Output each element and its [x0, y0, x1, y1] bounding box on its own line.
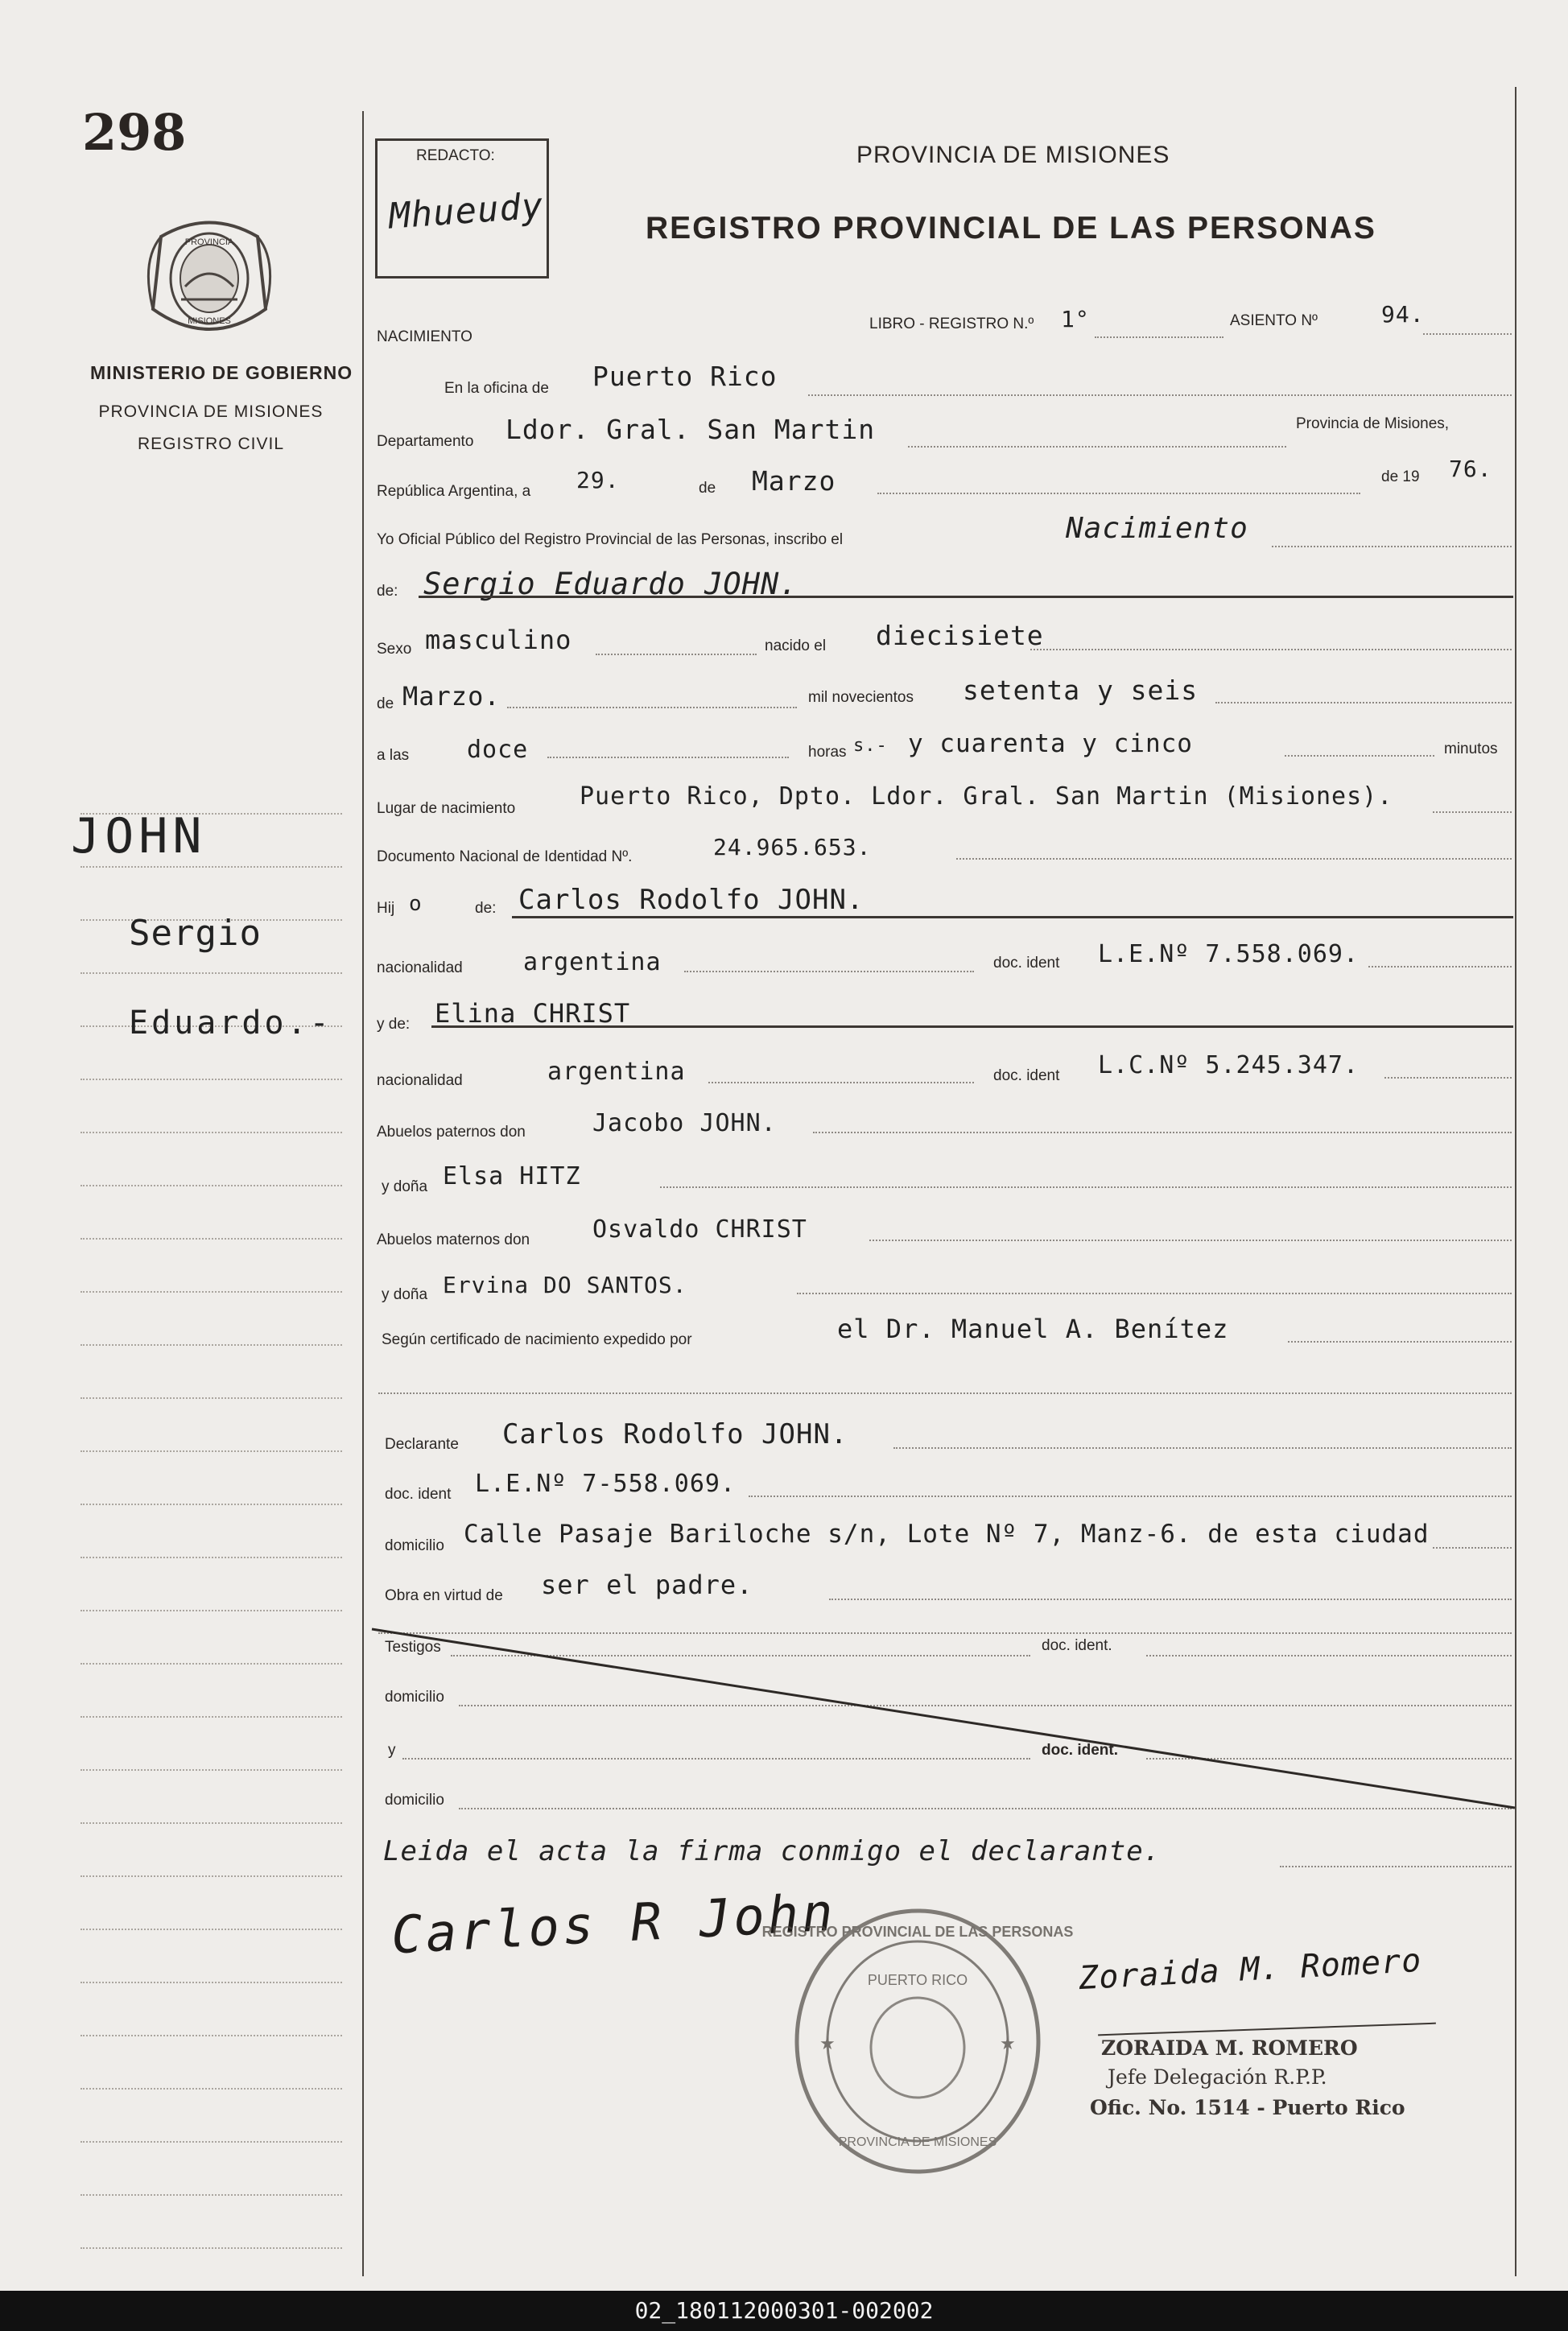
de-ano-label: de 19	[1381, 468, 1420, 485]
mil-value: setenta y seis	[963, 675, 1199, 706]
sexo-label: Sexo	[377, 641, 412, 658]
redacto-label: REDACTO:	[416, 147, 495, 164]
lugar-value: Puerto Rico, Dpto. Ldor. Gral. San Martin (Misiones).	[580, 782, 1393, 811]
testigos-domicilio2-label: domicilio	[385, 1792, 444, 1809]
left-registry: REGISTRO CIVIL	[137, 435, 285, 453]
ab-mat-value: Osvaldo CHRIST	[592, 1215, 807, 1244]
stamp-ring-text: REGISTRO PROVINCIAL DE LAS PERSONAS	[761, 1924, 1074, 1940]
ab-pat-value: Jacobo JOHN.	[592, 1109, 777, 1137]
redacto-signature: Mhueudy	[387, 185, 545, 237]
padre-value: Carlos Rodolfo JOHN.	[518, 884, 864, 916]
domicilio-value: Calle Pasaje Bariloche s/n, Lote Nº 7, Manz-6. de esta ciudad	[464, 1520, 1430, 1549]
emblem-text-top: PROVINCIA	[184, 237, 234, 247]
margin-rule	[80, 1450, 342, 1452]
asiento-value: 94.	[1381, 301, 1425, 328]
stamp-bottom-text: PROVINCIA DE MISIONES	[838, 2135, 997, 2149]
hijo-de-label: de:	[475, 900, 497, 917]
nacimiento-label: NACIMIENTO	[377, 328, 472, 345]
ano-value: 76.	[1449, 456, 1492, 482]
hijo-suffix: o	[409, 892, 423, 916]
sexo-value: masculino	[425, 625, 572, 655]
de-label-name: de:	[377, 583, 398, 600]
madre-nac-label: nacionalidad	[377, 1072, 463, 1089]
header-province: PROVINCIA DE MISIONES	[856, 142, 1170, 168]
nacido-mes-value: Marzo.	[402, 681, 501, 712]
horas-value: doce	[467, 736, 529, 764]
declarante-value: Carlos Rodolfo JOHN.	[502, 1418, 848, 1450]
official-title: Jefe Delegación R.P.P.	[1108, 2065, 1327, 2089]
ab-mat-dona-label: y doña	[382, 1286, 428, 1303]
certificado-label: Según certificado de nacimiento expedido por	[382, 1331, 692, 1348]
margin-rule	[80, 2035, 342, 2036]
margin-first-name: Sergio	[129, 913, 262, 954]
ab-pat-label: Abuelos paternos don	[377, 1124, 526, 1141]
mil-label: mil novecientos	[808, 689, 914, 706]
testigos-domicilio-label: domicilio	[385, 1689, 444, 1706]
de-label: de	[699, 480, 716, 497]
folio-number: 298	[82, 103, 187, 162]
margin-rule	[80, 1079, 342, 1080]
declarante-label: Declarante	[385, 1436, 459, 1453]
left-province: PROVINCIA DE MISIONES	[98, 402, 324, 421]
official-signature: Zoraida M. Romero	[1078, 1941, 1423, 1998]
hijo-label: Hij	[377, 900, 395, 917]
header-title: REGISTRO PROVINCIAL DE LAS PERSONAS	[646, 211, 1376, 245]
margin-rule	[80, 1982, 342, 1983]
ab-mat-dona-value: Ervina DO SANTOS.	[443, 1272, 687, 1298]
obra-value: ser el padre.	[541, 1570, 753, 1600]
inscribo-value: Nacimiento	[1066, 512, 1248, 545]
margin-rule	[80, 866, 342, 868]
nacido-label: nacido el	[765, 637, 827, 654]
obra-label: Obra en virtud de	[385, 1587, 503, 1604]
ministry-name: MINISTERIO DE GOBIERNO	[90, 362, 353, 383]
official-name: ZORAIDA M. ROMERO	[1101, 2036, 1358, 2060]
nacido-value: diecisiete	[876, 620, 1044, 651]
testigos-doc-label: doc. ident.	[1042, 1637, 1112, 1654]
madre-doc-value: L.C.Nº 5.245.347.	[1098, 1051, 1360, 1079]
margin-rule	[80, 1822, 342, 1824]
margin-rule	[80, 1663, 342, 1665]
oficial-label: Yo Oficial Público del Registro Provincial de las Personas, inscribo el	[377, 531, 844, 548]
madre-value: Elina CHRIST	[435, 998, 631, 1029]
stamp-star-right: ★	[1000, 2033, 1016, 2053]
minutos-value: y cuarenta y cinco	[908, 729, 1193, 758]
margin-rule	[80, 2247, 342, 2249]
certificado-value: el Dr. Manuel A. Benítez	[837, 1314, 1229, 1344]
margin-surname: JOHN	[71, 808, 207, 864]
declarante-signature: Carlos R John	[390, 1883, 838, 1966]
padre-nac-value: argentina	[523, 948, 662, 976]
oficina-value: Puerto Rico	[592, 361, 778, 392]
margin-rule	[80, 1929, 342, 1930]
margin-rule	[80, 1291, 342, 1293]
horas-suffix: s.-	[853, 736, 888, 756]
de-mes-label: de	[377, 695, 394, 712]
margin-rule	[80, 1504, 342, 1505]
margin-rule	[80, 1716, 342, 1718]
testigos-label: Testigos	[385, 1639, 441, 1656]
image-id-footer: 02_180112000301-002002	[0, 2291, 1568, 2331]
dni-value: 24.965.653.	[713, 834, 872, 860]
ab-pat-dona-value: Elsa HITZ	[443, 1162, 581, 1190]
margin-rule	[80, 1344, 342, 1346]
testigos-doc2-label: doc. ident.	[1042, 1742, 1118, 1759]
margin-rule	[80, 1185, 342, 1186]
official-office: Ofic. No. 1514 - Puerto Rico	[1090, 2096, 1405, 2119]
libro-label: LIBRO - REGISTRO N.º	[869, 316, 1034, 332]
margin-rule	[80, 2088, 342, 2090]
margin-middle-name: Eduardo.-	[129, 1005, 332, 1042]
padre-nac-label: nacionalidad	[377, 959, 463, 976]
margin-rule	[80, 1610, 342, 1611]
nombre-value: Sergio Eduardo JOHN.	[423, 567, 798, 601]
a-las-label: a las	[377, 747, 410, 764]
yde-label: y de:	[377, 1016, 411, 1033]
margin-rule	[80, 1397, 342, 1399]
padre-doc-value: L.E.Nº 7.558.069.	[1098, 940, 1360, 968]
republica-label: República Argentina, a	[377, 483, 531, 500]
provincia-label: Provincia de Misiones,	[1296, 415, 1450, 432]
dni-label: Documento Nacional de Identidad Nº.	[377, 848, 633, 865]
madre-doc-label: doc. ident	[993, 1067, 1060, 1084]
departamento-label: Departamento	[377, 433, 474, 450]
stamp-center-text: PUERTO RICO	[867, 1972, 968, 1988]
ab-pat-dona-label: y doña	[382, 1178, 428, 1195]
oficina-label: En la oficina de	[444, 380, 549, 397]
margin-rule	[80, 1769, 342, 1771]
main-left-border	[362, 111, 364, 2276]
minutos-label: minutos	[1444, 741, 1498, 757]
emblem-text-bottom: MISIONES	[188, 316, 231, 326]
dia-value: 29.	[576, 467, 620, 493]
madre-nac-value: argentina	[547, 1058, 686, 1086]
margin-rule	[80, 1238, 342, 1240]
margin-rule	[80, 972, 342, 974]
official-stamp	[761, 1904, 1074, 2178]
departamento-value: Ldor. Gral. San Martin	[505, 414, 876, 445]
coat-of-arms-emblem	[137, 212, 282, 349]
margin-rule	[80, 2194, 342, 2196]
margin-rule	[80, 1132, 342, 1133]
decl-doc-label: doc. ident	[385, 1486, 452, 1503]
margin-rule	[80, 2141, 342, 2143]
libro-value: 1°	[1061, 306, 1090, 332]
ab-mat-label: Abuelos maternos don	[377, 1232, 530, 1248]
testigos-y-label: y	[388, 1742, 396, 1759]
horas-label: horas	[808, 744, 847, 761]
lugar-label: Lugar de nacimiento	[377, 800, 516, 817]
main-right-border	[1515, 87, 1516, 2276]
redacto-box	[375, 138, 549, 278]
decl-doc-value: L.E.Nº 7-558.069.	[475, 1470, 737, 1498]
mes-value: Marzo	[752, 465, 836, 497]
asiento-label: ASIENTO Nº	[1230, 312, 1318, 329]
margin-rule	[80, 1875, 342, 1877]
domicilio-label: domicilio	[385, 1537, 444, 1554]
stamp-star-left: ★	[819, 2033, 836, 2053]
margin-rule	[80, 1557, 342, 1558]
padre-doc-label: doc. ident	[993, 955, 1060, 972]
testigos-strike-line	[362, 1626, 1521, 1811]
closing-value: Leida el acta la firma conmigo el declarante.	[383, 1835, 1162, 1867]
